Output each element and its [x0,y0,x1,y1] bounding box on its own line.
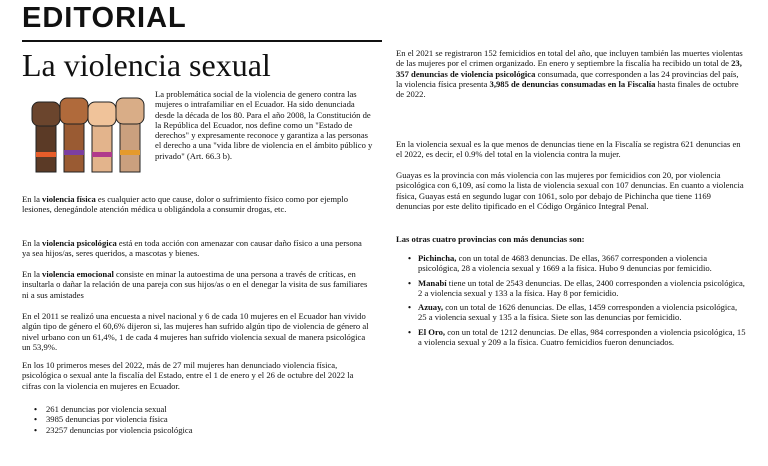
violencia-emocional-paragraph: En la violencia emocional consiste en minar la autoestima de una persona a través de críticas, en insultarla o dañar la relación de una pareja con sus hijos/as o en el denegar la visita de sus familiares ni a sus amistades [22,269,368,300]
stats-item: • 261 denuncias por violencia sexual [22,404,372,414]
provincia-item: • Manabí tiene un total de 2543 denuncias. De ellas, 2400 corresponden a violencia psicológica, 2 a violencia sexual y 133 a la física. Hay 8 por femicidio. [396,278,746,299]
stats-item: • 3985 denuncias por violencia física [22,414,372,424]
stats-item: • 23257 denuncias por violencia psicológica [22,425,372,435]
provincias-list [396,253,746,351]
provincia-item: • Pichincha, con un total de 4683 denuncias. De ellas, 3667 corresponden a violencia psicológica, 28 a violencia sexual y 1669 a la física. Hubo 9 denuncias por femicidio. [396,253,746,274]
violencia-sexual-paragraph: En la violencia sexual es la que menos de denuncias tiene en la Fiscalía se registra 621 denuncias en el 2022, es decir, el 0.9% del total en la violencia contra la mujer. [396,139,741,160]
violencia-psicologica-paragraph: En la violencia psicológica está en toda acción con amenazar con causar daño físico a una persona ya sea hijos/as, seres queridos, a mascotas y bienes. [22,238,362,259]
encuesta-paragraph: En el 2011 se realizó una encuesta a nivel nacional y 6 de cada 10 mujeres en el Ecuador han vivido algún tipo de género el 60,6% dijeron si, las mujeres han sufrido algún tipo de violencia de género al nivel urbano con un 61,4%, 1 de cada 4 mujeres han sufrido violencia sexual de manera psicológica un 53,9%. [22,311,369,352]
violencia-psicologica-term: violencia psicológica [42,238,117,248]
femicidios-paragraph: En el 2021 se registraron 152 femicidios en total del año, que incluyen también las muertes violentas de las mujeres por el crimen organizado. En enero y septiembre la fiscalía ha recibido un total de 23, 357 denuncias de violencia psicológica consumada, que corresponden a las 24 provincias del país, la violencia física presenta 3,985 de denuncias consumadas en la Fiscalía hasta finales de octubre de 2022. [396,48,743,100]
section-banner: EDITORIAL [22,2,187,34]
cifras-paragraph: En los 10 primeros meses del 2022, más de 27 mil mujeres han denunciado violencia física, psicológica o sexual ante la fiscalía del Estado, entre el 1 de enero y el 26 de octubre del 2022 la cifras con la violencia en mujeres en Ecuador. [22,360,354,391]
guayas-paragraph: Guayas es la provincia con más violencia con las mujeres por femicidios con 20, por violencia psicológica con 6,109, así como la lista de violencia sexual con 107 denuncias. En cuanto a violencia física, Guayas está en segundo lugar con 1061, solo por debajo de Pichincha que tiene 1169 denuncias por este delito tipificado en el Código Orgánico Integral Penal. [396,170,744,211]
provincias-heading: Las otras cuatro provincias con más denuncias son: [396,234,585,244]
page-title: La violencia sexual [22,47,271,83]
raised-fists-illustration [22,88,152,176]
stats-list [22,404,372,435]
violencia-emocional-term: violencia emocional [42,269,114,279]
provincia-item: • Azuay, con un total de 1626 denuncias. De ellas, 1459 corresponden a violencia psicológica, 25 a violencia sexual y 135 a la física. Siete son las denuncias por femicidio. [396,302,746,323]
banner-rule [22,40,382,42]
violencia-fisica-paragraph: En la violencia física es cualquier acto que cause, dolor o sufrimiento físico como por ejemplo lesiones, denegándole atención médica u obligándola a consumir drogas, etc. [22,194,348,215]
provincia-item: • El Oro, con un total de 1212 denuncias. De ellas, 984 corresponden a violencia psicológica, 15 a violencia sexual y 209 a la física. Cuatro femicidios fueron denunciados. [396,327,746,348]
intro-paragraph: La problemática social de la violencia de genero contra las mujeres o intrafamiliar en el Ecuador. Ha sido denunciada desde la década de los 80. Para el año 2008, la Constitución de la República del Ecuador, nos define como un "Estado de derechos" y expresamente reconoce y garantiza a las personas el derecho a una "vida libre de violencia en el ámbito público y privado" (Art. 66.3 b). [155,89,373,161]
violencia-fisica-term: violencia física [42,194,96,204]
